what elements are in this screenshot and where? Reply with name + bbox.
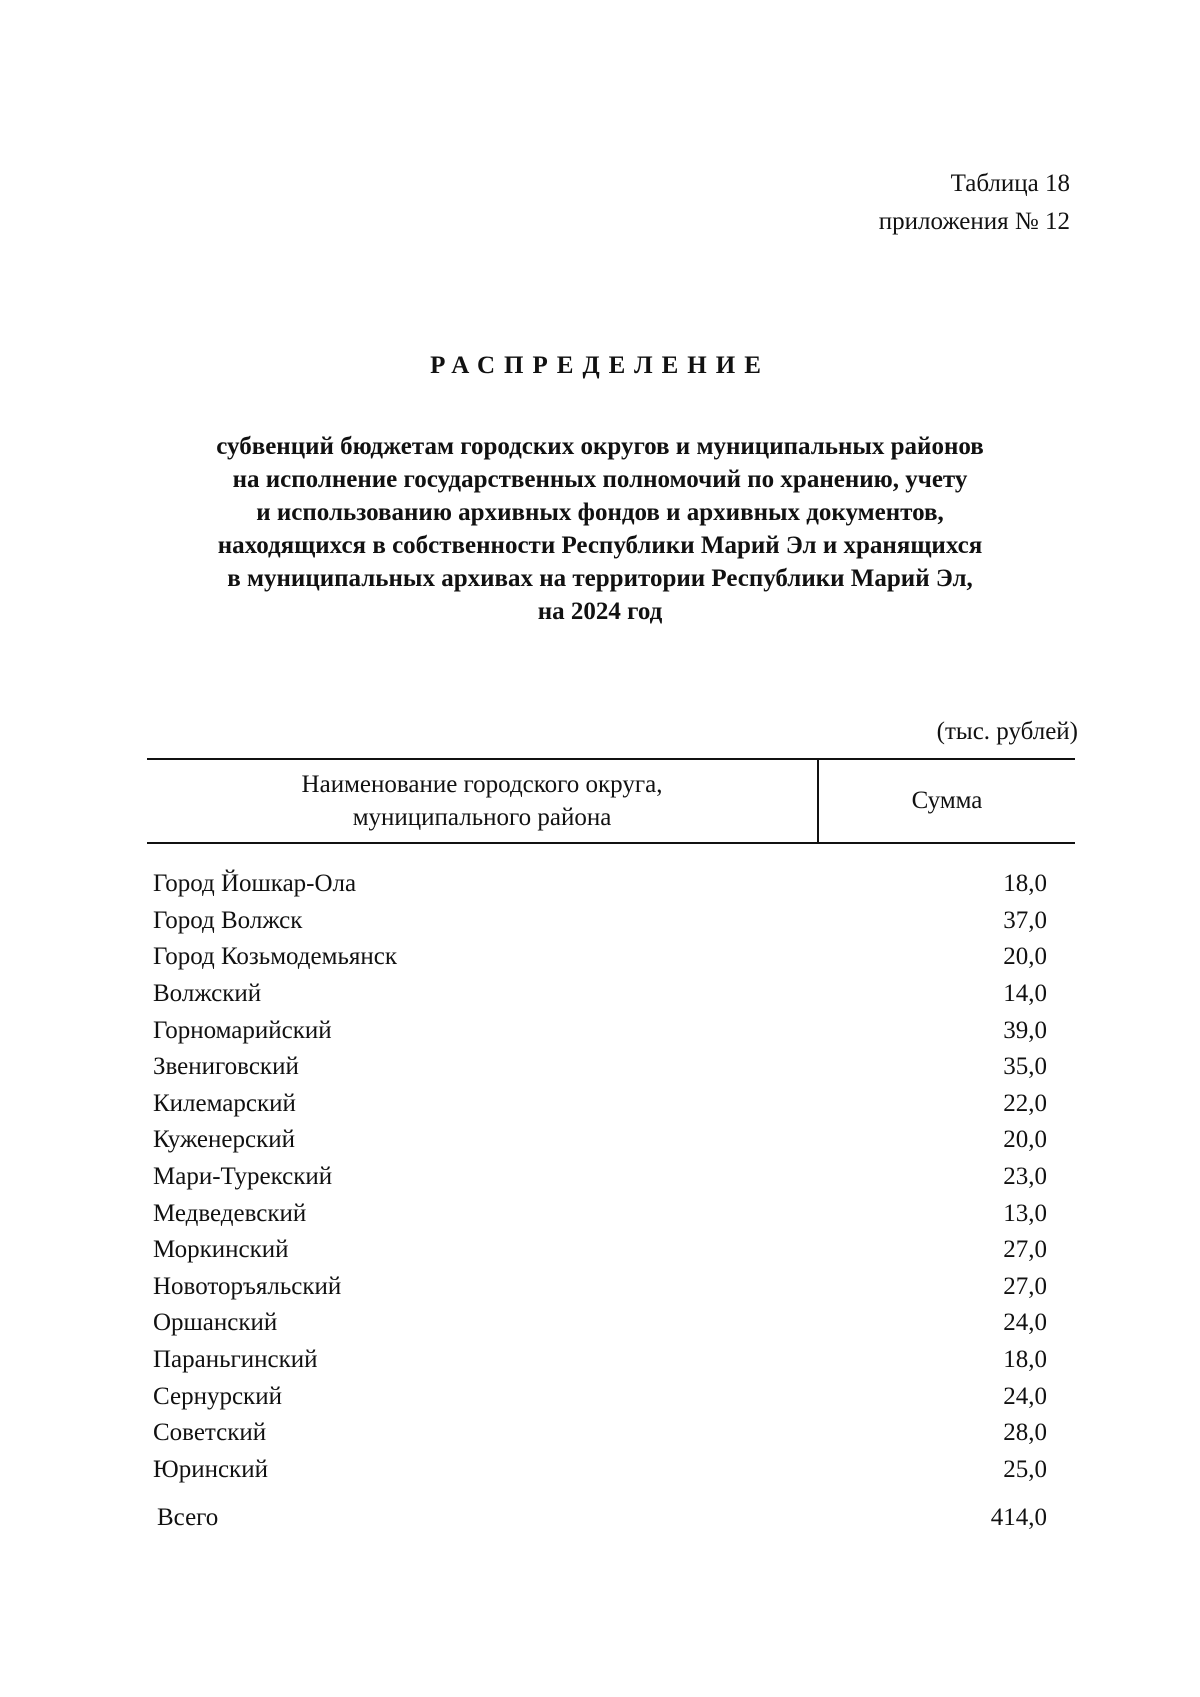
row-name: Моркинский [153,1236,289,1264]
table-row [147,1378,1075,1415]
row-value: 24,0 [1003,1309,1047,1337]
table-total-row [147,1500,1075,1536]
table-row [147,976,1075,1013]
column-header-sum: Сумма [911,787,983,814]
appendix-number: приложения № 12 [878,208,1070,235]
table-reference [879,165,1070,241]
column-header-name-line2: муниципального района [352,804,612,831]
row-value: 20,0 [1003,943,1047,971]
row-name: Сернурский [153,1382,282,1410]
row-value: 20,0 [1003,1126,1047,1154]
table-row [147,1415,1075,1452]
row-name: Новоторъяльский [153,1272,342,1300]
document-title: РАСПРЕДЕЛЕНИЕ [430,352,770,379]
table-row [147,903,1075,940]
subtitle-line: на исполнение государственных полномочий по хранению, учету [232,466,968,493]
row-name: Город Йошкар-Ола [153,870,357,898]
row-name: Город Козьмодемьянск [153,943,397,971]
table-row [147,1012,1075,1049]
row-value: 39,0 [1003,1016,1047,1044]
row-value: 13,0 [1003,1199,1047,1227]
row-value: 37,0 [1003,906,1047,934]
row-name: Килемарский [153,1089,296,1117]
row-name: Волжский [153,980,262,1008]
table-row [147,1159,1075,1196]
row-name: Медведевский [153,1199,307,1227]
row-name: Город Волжск [153,906,303,934]
total-label: Всего [157,1504,219,1532]
row-value: 27,0 [1003,1236,1047,1264]
document-subtitle [0,430,1200,628]
subtitle-line: на 2024 год [537,598,663,625]
table-row [147,1452,1075,1489]
table-row [147,1086,1075,1123]
table-row [147,1305,1075,1342]
subtitle-line: находящихся в собственности Республики Марий Эл и хранящихся [217,532,983,559]
row-value: 24,0 [1003,1382,1047,1410]
table-row [147,939,1075,976]
table-row [147,1122,1075,1159]
row-value: 27,0 [1003,1272,1047,1300]
row-name: Куженерский [153,1126,295,1154]
row-name: Звениговский [153,1053,299,1081]
row-name: Советский [153,1419,267,1447]
table-row [147,1232,1075,1269]
subtitle-line: и использованию архивных фондов и архивных документов, [256,499,944,526]
row-name: Параньгинский [153,1346,318,1374]
column-header-name [147,760,819,842]
row-name: Оршанский [153,1309,278,1337]
row-value: 18,0 [1003,1346,1047,1374]
row-value: 25,0 [1003,1455,1047,1483]
table-row [147,1195,1075,1232]
row-name: Юринский [153,1455,268,1483]
table-row [147,1269,1075,1306]
row-value: 28,0 [1003,1419,1047,1447]
units-label: (тыс. рублей) [936,718,1078,745]
row-value: 23,0 [1003,1163,1047,1191]
row-value: 35,0 [1003,1053,1047,1081]
total-value: 414,0 [990,1504,1047,1532]
table-body [147,866,1075,1488]
table-row [147,866,1075,903]
row-value: 22,0 [1003,1089,1047,1117]
row-value: 14,0 [1003,980,1047,1008]
row-value: 18,0 [1003,870,1047,898]
distribution-table [147,758,1075,1536]
table-number: Таблица 18 [950,170,1070,197]
subtitle-line: субвенций бюджетам городских округов и муниципальных районов [216,433,984,460]
column-header-name-line1: Наименование городского округа, [301,771,663,798]
table-header [147,758,1075,844]
table-row [147,1342,1075,1379]
table-row [147,1049,1075,1086]
subtitle-line: в муниципальных архивах на территории Республики Марий Эл, [227,565,973,592]
row-name: Горномарийский [153,1016,332,1044]
row-name: Мари-Турекский [153,1163,333,1191]
